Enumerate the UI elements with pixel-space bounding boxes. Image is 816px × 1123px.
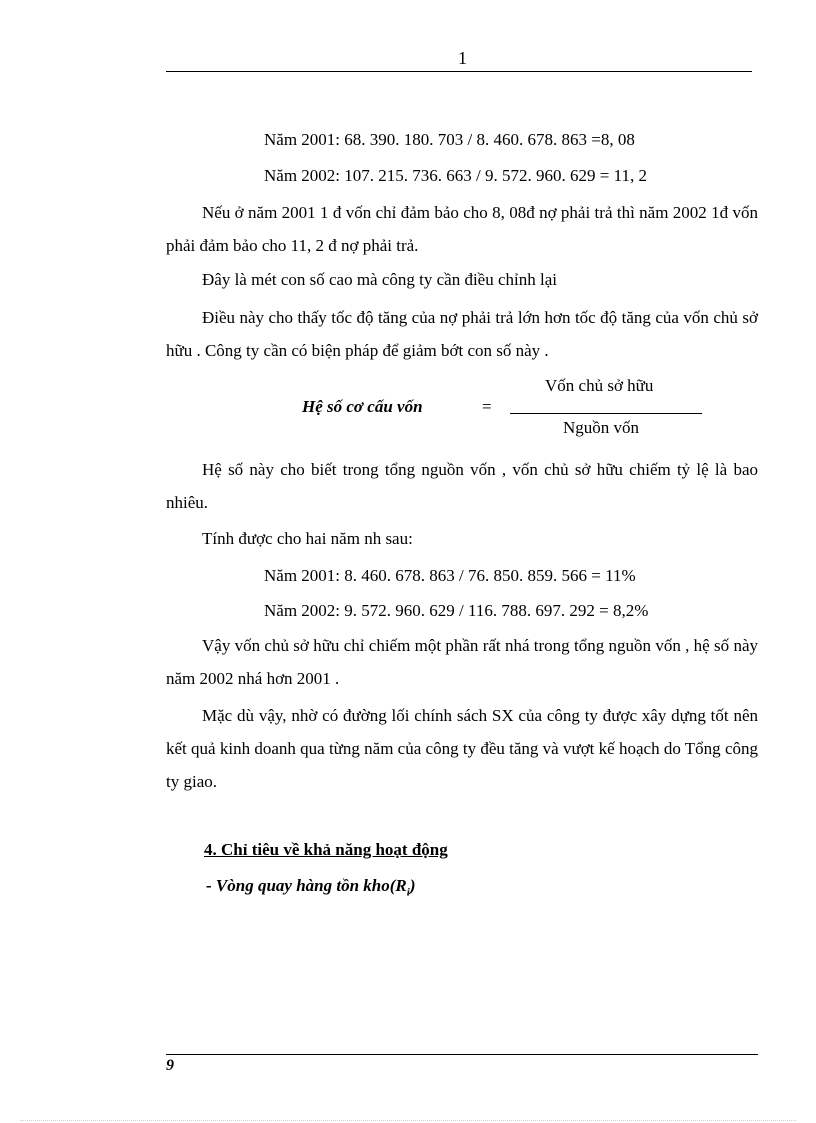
- ratio-line-2001: Năm 2001: 8. 460. 678. 863 / 76. 850. 859. 566 = 11%: [264, 566, 636, 585]
- formula-label: Hệ số cơ cấu vốn: [302, 397, 423, 416]
- formula-equals: =: [482, 397, 492, 416]
- paragraph-results: Mặc dù vậy, nhờ có đường lối chính sách SX của công ty được xây dựng tốt nên kết quả kinh doanh qua từng năm của công ty đều tăng và vượt kế hoạch do Tổng công ty giao.: [166, 706, 758, 791]
- paragraph-calc-intro: Tính được cho hai năm nh sau:: [202, 529, 413, 548]
- paragraph-debt-ratio: Nếu ở năm 2001 1 đ vốn chỉ đảm bảo cho 8, 08đ nợ phải trả thì năm 2002 1đ vốn phải đảm bảo cho 11, 2 đ nợ phải trả.: [166, 203, 758, 255]
- ratio-line-2002: Năm 2002: 9. 572. 960. 629 / 116. 788. 697. 292 = 8,2%: [264, 601, 649, 620]
- paragraph-explanation: Hệ số này cho biết trong tổng nguồn vốn , vốn chủ sở hữu chiếm tỷ lệ là bao nhiêu.: [166, 460, 758, 512]
- formula-denominator: Nguồn vốn: [563, 418, 640, 437]
- formula-numerator: Vốn chủ sở hữu: [545, 376, 654, 395]
- header-rule: [166, 71, 752, 72]
- section-heading: 4. Chỉ tiêu về khả năng hoạt động: [204, 840, 448, 859]
- header-page-number: 1: [458, 48, 467, 68]
- fraction-bar: [510, 413, 702, 414]
- paragraph-high-figure: Đây là mét con số cao mà công ty cần điều chỉnh lại: [202, 270, 557, 289]
- calc-line-2002: Năm 2002: 107. 215. 736. 663 / 9. 572. 960. 629 = 11, 2: [264, 166, 647, 185]
- footer-rule: [166, 1054, 758, 1055]
- footer-page-number: 9: [166, 1057, 174, 1074]
- paragraph-growth: Điều này cho thấy tốc độ tăng của nợ phải trả lớn hơn tốc độ tăng của vốn chủ sở hữu . Công ty cần có biện pháp để giảm bớt con số này .: [166, 308, 758, 360]
- page-bottom-border: [20, 1120, 796, 1121]
- section-subheading: - Vòng quay hàng tồn $kho(R_i)$: [206, 876, 416, 899]
- paragraph-small-share: Vậy vốn chủ sở hữu chỉ chiếm một phần rất nhá trong tổng nguồn vốn , hệ số này năm 2002 nhá hơn 2001 .: [166, 636, 758, 688]
- calc-line-2001: Năm 2001: 68. 390. 180. 703 / 8. 460. 678. 863 =8, 08: [264, 130, 635, 149]
